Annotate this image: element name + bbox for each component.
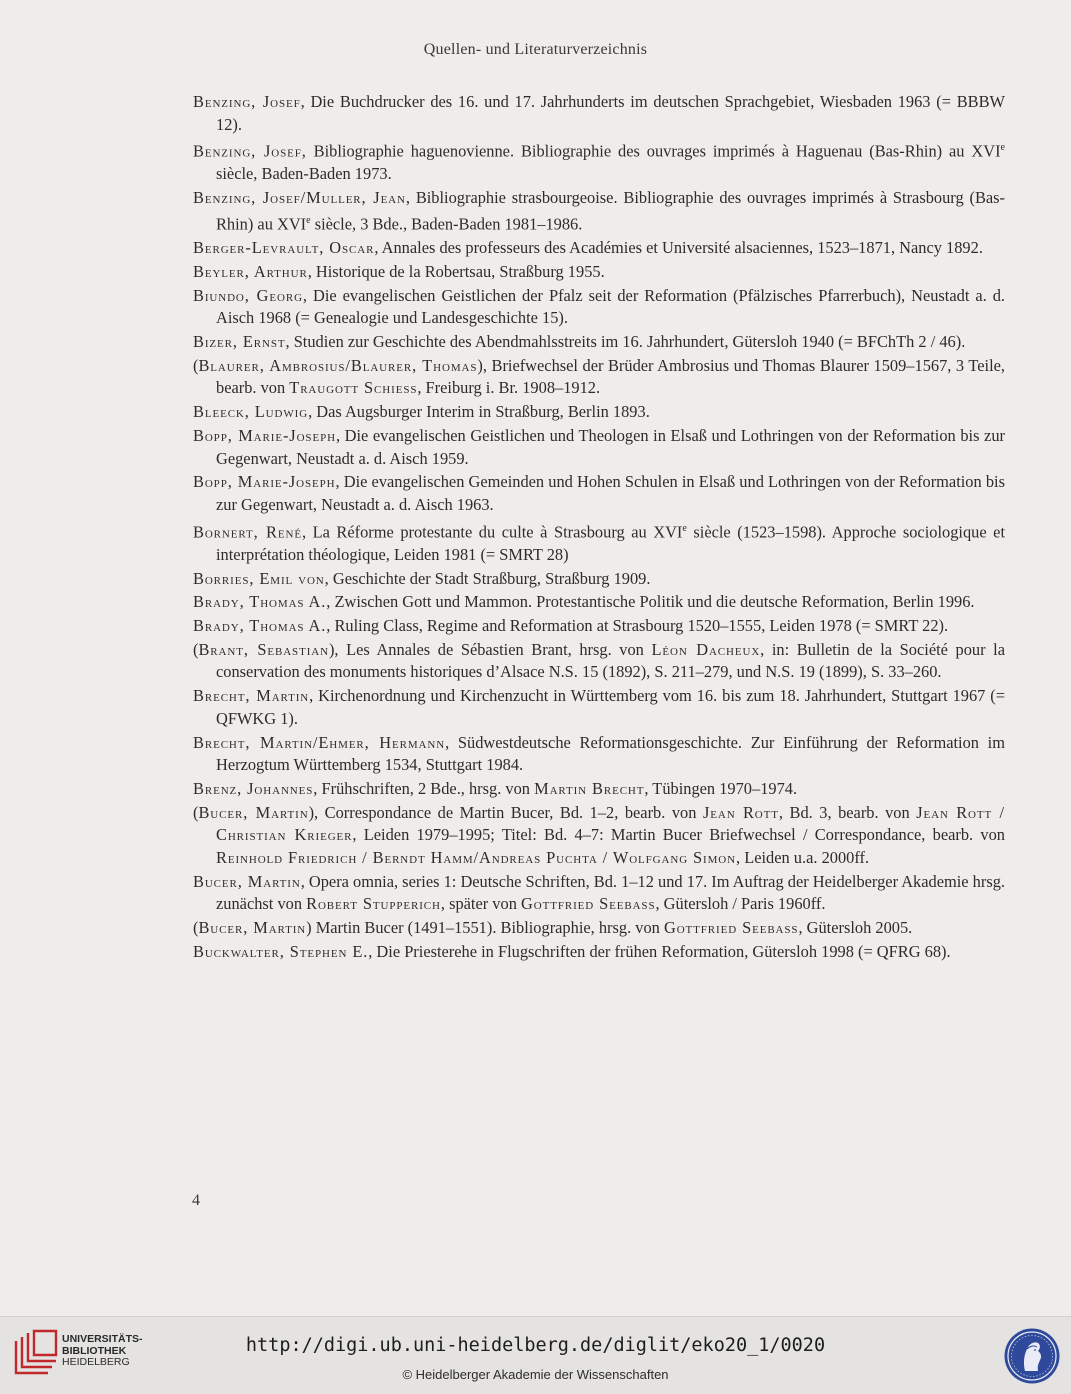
entry-text: , Opera omnia, series 1: Deutsche Schriften, Bd. 1–12 und 17. Im Auftrag der Heidelberger Akademie hrsg. zunächst von (216, 871, 1005, 914)
entry-text: , Gütersloh / Paris 1960ff. (655, 894, 826, 914)
entry-text: , später von (440, 894, 521, 914)
author-name: Jean Rott / Christian Krieger (216, 802, 1005, 845)
author-name: Bleeck, Ludwig (193, 402, 309, 422)
permalink-url[interactable]: http://digi.ub.uni-heidelberg.de/diglit/eko20_1/0020 (245, 1335, 826, 1356)
entry-text: , Südwestdeutsche Reformationsgeschichte. Zur Einführung der Reformation im Herzogtum Württemberg 1534, Stuttgart 1984. (216, 732, 1005, 775)
entry-text: , Die evangelischen Geistlichen der Pfalz seit der Reformation (Pfälzisches Pfarrerbuch), Neustadt a. d. Aisch 1968 (= Genealogie und Landesgeschichte 15). (216, 285, 1005, 328)
bibliography-entry (193, 917, 1005, 940)
bibliography-entry (193, 941, 1005, 964)
entry-text: siècle, Baden-Baden 1973. (216, 164, 392, 184)
bibliography-entry (193, 237, 1005, 260)
author-name: Benzing, Josef (193, 92, 301, 111)
author-name: Benzing, Josef/Muller, Jean (193, 188, 406, 208)
author-name: Bopp, Marie-Joseph (193, 425, 336, 445)
entry-text: , Die evangelischen Geistlichen und Theologen in Elsaß und Lothringen von der Reformation bis zur Gegenwart, Neustadt a. d. Aisch 1959. (216, 425, 1005, 468)
entry-text: , Das Augsburger Interim in Straßburg, Berlin 1893. (308, 402, 650, 422)
entry-text: , Annales des professeurs des Académies et Université alsaciennes, 1523–1871, Nancy 1892. (374, 238, 983, 258)
entry-text: , Die Priesterehe in Flugschriften der frühen Reformation, Gütersloh 1998 (= QFRG 68). (368, 941, 951, 961)
author-name: Brecht, Martin (193, 686, 310, 706)
entry-text: , Die evangelischen Gemeinden und Hohen Schulen in Elsaß und Lothringen von der Reformation bis zur Gegenwart, Neustadt a. d. Aisch 1963. (216, 472, 1005, 514)
author-name: Jean Rott (702, 802, 779, 822)
entry-text: ( (193, 355, 199, 375)
author-name: Bucer, Martin (198, 918, 307, 938)
author-name: Buckwalter, Stephen E. (193, 941, 369, 961)
entry-text: , Bibliographie strasbourgeoise. Bibliographie des ouvrages imprimés à Strasbourg (Bas-Rhin) au XVI (216, 188, 1005, 234)
author-name: Biundo, Georg (193, 285, 303, 305)
author-name: Traugott Schiess (289, 378, 418, 398)
author-name: Brenz, Johannes (193, 779, 314, 798)
entry-text: , Frühschriften, 2 Bde., hrsg. von (313, 779, 535, 798)
bibliography-entry (193, 778, 1005, 801)
author-name: Robert Stupperich (306, 894, 441, 914)
bibliography-entry (193, 871, 1005, 916)
bibliography-entry (193, 518, 1005, 567)
author-name: Beyler, Arthur (193, 261, 308, 281)
entry-text: , Historique de la Robertsau, Straßburg 1955. (307, 261, 605, 281)
bibliography-entry (193, 471, 1005, 516)
author-name: Borries, Emil von (193, 568, 325, 588)
author-name: Berger-Levrault, Oscar (193, 238, 375, 258)
author-name: Reinhold Friedrich / Berndt Hamm/Andreas Puchta / Wolfgang Simon (216, 847, 736, 867)
entry-text: , Zwischen Gott und Mammon. Protestantische Politik und die deutsche Reformation, Berlin 1996. (326, 592, 975, 612)
entry-text: , Tübingen 1970–1974. (644, 779, 798, 798)
superscript: e (1000, 142, 1005, 154)
bibliography-entry (193, 591, 1005, 614)
bibliography-entry (193, 639, 1005, 684)
bibliography-entry (193, 91, 1005, 136)
entry-text: ( (193, 802, 199, 822)
author-name: Bornert, René (193, 522, 302, 542)
author-name: Blaurer, Ambrosius/Blaurer, Thomas (198, 355, 478, 375)
page-number: 4 (192, 1192, 200, 1209)
academy-seal-icon (1003, 1327, 1061, 1385)
bibliography-list (193, 91, 1005, 965)
entry-text: , in: Bulletin de la Société pour la conservation des monuments historiques d’Alsace N.S. 15 (1892), S. 211–279, und N.S. 19 (1899), S. 33–260. (216, 639, 1005, 682)
author-name: Benzing, Josef, (193, 141, 307, 161)
entry-text: , Freiburg i. Br. 1908–1912. (417, 378, 601, 398)
library-name-line1: UNIVERSITÄTS- (62, 1333, 143, 1345)
author-name: Brant, Sebastian (198, 639, 329, 659)
bibliography-entry (193, 355, 1005, 400)
entry-text: , Studien zur Geschichte des Abendmahlsstreits im 16. Jahrhundert, Gütersloh 1940 (= BFChTh 2 / 46). (285, 332, 966, 351)
author-name: Martin Brecht (534, 779, 645, 798)
entry-text: siècle, 3 Bde., Baden-Baden 1981–1986. (310, 214, 583, 234)
bibliography-entry (193, 187, 1005, 236)
bibliography-entry (193, 685, 1005, 730)
entry-text: , Kirchenordnung und Kirchenzucht in Württemberg vom 16. bis zum 18. Jahrhundert, Stuttgart 1967 (= QFWKG 1). (216, 686, 1005, 728)
entry-text: , Die Buchdrucker des 16. und 17. Jahrhunderts im deutschen Sprachgebiet, Wiesbaden 1963 (= BBBW 12). (216, 92, 1005, 134)
copyright-notice: © Heidelberger Akademie der Wissenschaften (402, 1367, 669, 1382)
entry-text: , Gütersloh 2005. (798, 918, 913, 938)
entry-text: , Ruling Class, Regime and Reformation at Strasbourg 1520–1555, Leiden 1978 (= SMRT 22). (326, 616, 949, 636)
author-name: Bucer, Martin (198, 802, 309, 822)
footer-bar (0, 1316, 1071, 1394)
bibliography-entry (193, 331, 1005, 354)
entry-text: ), Les Annales de Sébastien Brant, hrsg. von (328, 639, 652, 659)
author-name: Gottfried Seebass (521, 894, 656, 914)
author-name: Gottfried Seebass (663, 918, 799, 938)
author-name: Brecht, Martin/Ehmer, Hermann (193, 732, 446, 752)
bibliography-entry (193, 802, 1005, 870)
author-name: Brady, Thomas A. (193, 616, 327, 636)
author-name: Brady, Thomas A. (193, 592, 327, 612)
entry-text: Bibliographie haguenovienne. Bibliographie des ouvrages imprimés à Haguenau (Bas-Rhin) au XVI (306, 141, 1001, 161)
library-name-line3: HEIDELBERG (62, 1356, 130, 1368)
bibliography-entry (193, 615, 1005, 638)
superscript: e (306, 214, 311, 226)
entry-text: siècle (1523–1598). Approche sociologique et interprétation théologique, Leiden 1981 (= SMRT 28) (216, 522, 1005, 564)
bibliography-entry (193, 425, 1005, 470)
author-name: Bopp, Marie-Joseph (193, 472, 336, 492)
entry-text: ), Correspondance de Martin Bucer, Bd. 1–2, bearb. von (308, 802, 703, 822)
bibliography-entry (193, 285, 1005, 330)
bibliography-entry (193, 137, 1005, 186)
author-name: Léon Dacheux (651, 639, 761, 659)
entry-text: ), Briefwechsel der Brüder Ambrosius und Thomas Blaurer 1509–1567, 3 Teile, bearb. von (216, 355, 1005, 398)
running-head: Quellen- und Literaturverzeichnis (423, 41, 648, 58)
bibliography-entry (193, 261, 1005, 284)
entry-text: ( (193, 918, 199, 938)
entry-text: , Leiden 1979–1995; Titel: Bd. 4–7: Martin Bucer Briefwechsel / Correspondance, bearb. von (352, 825, 1005, 845)
entry-text: , La Réforme protestante du culte à Strasbourg au XVI (301, 522, 683, 542)
bibliography-entry (193, 732, 1005, 777)
entry-text: ( (193, 639, 199, 659)
author-name: Bizer, Ernst (193, 332, 286, 351)
bibliography-entry (193, 401, 1005, 424)
superscript: e (682, 522, 687, 534)
bibliography-entry (193, 568, 1005, 591)
entry-text: , Geschichte der Stadt Straßburg, Straßburg 1909. (324, 568, 651, 588)
author-name: Bucer, Martin (193, 871, 301, 891)
entry-text: ) Martin Bucer (1491–1551). Bibliographie, hrsg. von (306, 918, 664, 938)
library-name-line2: BIBLIOTHEK (62, 1344, 127, 1357)
entry-text: , Leiden u.a. 2000ff. (736, 847, 870, 867)
entry-text: , Bd. 3, bearb. von (778, 802, 917, 822)
